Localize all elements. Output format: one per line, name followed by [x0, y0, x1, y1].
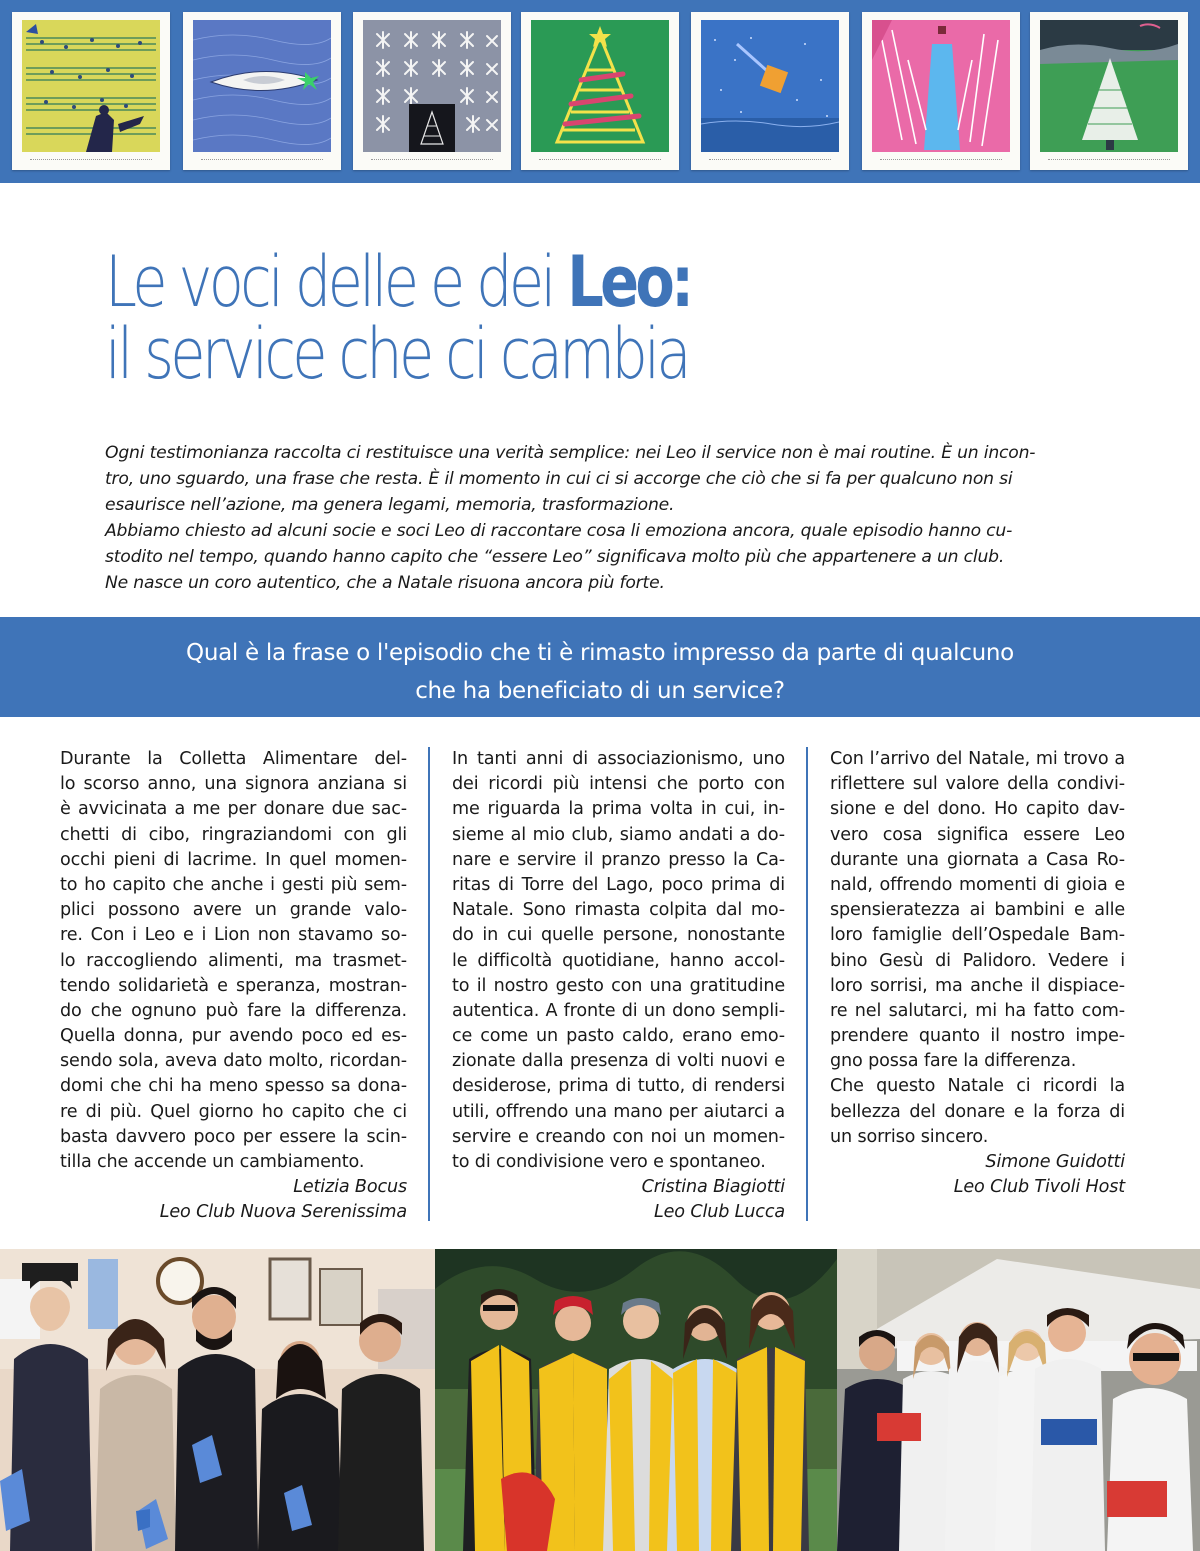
artwork-card-snowflakes	[353, 12, 511, 170]
testimonial-line: Che questo Natale ci ricordi la	[830, 1076, 1125, 1097]
testimonial-line: riflettere sul valore della condivi-	[830, 774, 1125, 795]
testimonial-line: re. Con i Leo e i Lion non stavamo so-	[60, 925, 407, 946]
testimonial-line: sione e del dono. Ho capito dav-	[830, 799, 1125, 820]
title-line-2: il service che ci cambia	[105, 313, 688, 395]
artwork-card-snowy-tree	[1030, 12, 1188, 170]
testimonial-line: vero cosa significa essere Leo	[830, 824, 1125, 845]
christmas-tree-print	[531, 20, 669, 152]
testimonial-line: spensieratezza ai bambini e alle	[830, 900, 1125, 921]
artwork-strip	[0, 0, 1200, 183]
testimonial-line: to di condivisione vero e spontaneo.	[452, 1152, 766, 1172]
testimonial-line: desiderose, prima di tutto, di rendersi	[452, 1076, 785, 1097]
comet-night-print	[701, 20, 839, 152]
testimonial-line: In tanti anni di associazionismo, uno	[452, 749, 785, 769]
testimonial-line: bellezza del donare e la forza di	[830, 1101, 1125, 1122]
testimonial-line: re nel salutarci, mi ha fatto com-	[830, 1000, 1125, 1021]
testimonial-line: loro famiglie dell’Ospedale Bam-	[830, 925, 1125, 946]
snowy-tree-print	[1040, 20, 1178, 152]
testimonial-line: sieme al mio club, siamo andati a do-	[452, 824, 785, 845]
testimonial-line: to il nostro gesto con una gratitudine	[452, 975, 785, 996]
testimonial-line: durante una giornata a Casa Ro-	[830, 849, 1125, 870]
group-photo-colletta	[0, 1249, 435, 1551]
artwork-card-boat	[183, 12, 341, 170]
title-bold-text: Leo:	[567, 241, 691, 323]
testimonial-line: servire e creando con noi un momen-	[452, 1126, 785, 1147]
testimonial-line: utili, offrendo una mano per aiutarci a	[452, 1101, 785, 1122]
testimonial-line: sendo sola, aveva dato molto, ricordan-	[60, 1051, 407, 1072]
testimonial-line: nare e servire il pranzo presso la Ca-	[452, 849, 785, 870]
testimonial-line: plici possono avere un grande valo-	[60, 900, 407, 921]
music-score-print	[22, 20, 160, 152]
pink-abstract-print	[872, 20, 1010, 152]
testimonial-line: ritas di Torre del Lago, poco prima di	[452, 874, 785, 895]
testimonial-line: chetti di cibo, ringraziandomi con gli	[60, 824, 407, 845]
testimonial-line: to ho capito che anche i gesti più sem-	[60, 874, 407, 895]
column-divider	[806, 747, 808, 1221]
intro-line: tro, uno sguardo, una frase che resta. È il momento in cui ci si accorge che ciò che si fa per qualcuno non si	[105, 469, 1013, 489]
testimonial-author: Simone Guidotti	[985, 1152, 1125, 1172]
intro-line: stodito nel tempo, quando hanno capito che “essere Leo” significava molto più che appartenere a un club.	[105, 547, 1005, 567]
testimonial-line: occhi pieni di lacrime. In quel momen-	[60, 849, 407, 870]
testimonial-line: bino Gesù di Palidoro. Vedere i	[830, 950, 1125, 971]
testimonial-line: loro sorrisi, ma anche il dispiace-	[830, 975, 1125, 996]
testimonial-line: lo raccogliendo alimenti, ma trasmet-	[60, 950, 407, 971]
question-line-1: Qual è la frase o l'episodio che ti è rimasto impresso da parte di qualcuno	[186, 640, 1014, 666]
testimonial-line: nald, offrendo momenti di gioia e	[830, 874, 1125, 895]
intro-line: Ogni testimonianza raccolta ci restituisce una verità semplice: nei Leo il service non è mai routine. È un incon-	[105, 443, 1036, 463]
testimonial-club: Leo Club Tivoli Host	[953, 1177, 1125, 1198]
testimonial-line: lo scorso anno, una signora anziana si	[60, 774, 407, 795]
snowflakes-grid-print	[363, 20, 501, 152]
testimonial-line: prendere quanto il nostro impe-	[830, 1026, 1125, 1047]
testimonial-line: re di più. Quel giorno ho capito che ci	[60, 1101, 407, 1122]
testimonial-line: dei ricordi più intensi che porto con	[452, 774, 785, 795]
question-line-2: che ha beneficiato di un service?	[415, 678, 785, 704]
testimonial-column-1	[60, 747, 407, 1226]
artwork-card-tree	[521, 12, 679, 170]
intro-line: Abbiamo chiesto ad alcuni socie e soci Leo di raccontare cosa li emoziona ancora, quale episodio hanno cu-	[105, 521, 1013, 541]
page-title	[105, 241, 691, 395]
testimonial-line: Natale. Sono rimasta colpita dal mo-	[452, 900, 785, 921]
testimonial-line: un sorriso sincero.	[830, 1126, 989, 1147]
testimonial-author: Letizia Bocus	[293, 1177, 407, 1198]
intro-paragraph	[105, 440, 1105, 596]
testimonial-line: Durante la Colletta Alimentare del-	[60, 749, 407, 769]
testimonial-club: Leo Club Lucca	[653, 1202, 785, 1223]
testimonial-line: Quella donna, pur avendo poco ed es-	[60, 1026, 407, 1047]
artwork-card-pink	[862, 12, 1020, 170]
artwork-card-music	[12, 12, 170, 170]
testimonial-line: do che ognuno può fare la differenza.	[60, 1000, 407, 1021]
white-boat-print	[193, 20, 331, 152]
testimonial-line: le difficoltà quotidiane, hanno accol-	[452, 950, 785, 971]
intro-line: esaurisce nell’azione, ma genera legami, memoria, trasformazione.	[105, 495, 675, 515]
testimonial-column-2	[452, 747, 785, 1226]
testimonial-club: Leo Club Nuova Serenissima	[159, 1202, 407, 1223]
testimonial-line: gno possa fare la differenza.	[830, 1051, 1077, 1072]
testimonial-line: domi che chi ha meno spesso sa dona-	[60, 1076, 407, 1097]
testimonial-line: è avvicinata a me per donare due sac-	[60, 799, 407, 820]
column-divider	[428, 747, 430, 1221]
testimonial-line: me riguarda la prima volta in cui, in-	[452, 799, 785, 820]
testimonial-line: autentica. A fronte di un dono sempli-	[452, 1000, 785, 1021]
testimonial-line: tilla che accende un cambiamento.	[60, 1152, 365, 1172]
title-regular-text: Le voci delle e dei	[105, 241, 568, 323]
testimonial-line: zionate dalla presenza di volti nuovi e	[452, 1051, 785, 1072]
testimonial-column-3	[830, 747, 1125, 1200]
group-photo-gazebo	[837, 1249, 1200, 1551]
artwork-card-comet	[691, 12, 849, 170]
testimonial-line: do in cui quelle persone, nonostante	[452, 925, 785, 946]
title-line-1	[105, 241, 691, 323]
testimonial-line: tendo solidarietà e speranza, mostran-	[60, 975, 407, 996]
testimonial-author: Cristina Biagiotti	[641, 1177, 785, 1198]
testimonial-line: ce come un pasto caldo, erano emo-	[452, 1026, 785, 1047]
intro-line: Ne nasce un coro autentico, che a Natale risuona ancora più forte.	[105, 573, 665, 593]
question-banner	[0, 617, 1200, 717]
testimonial-line: Con l’arrivo del Natale, mi trovo a	[830, 749, 1125, 769]
group-photo-yellow-vests	[435, 1249, 837, 1551]
testimonial-line: basta davvero poco per essere la scin-	[60, 1126, 407, 1147]
